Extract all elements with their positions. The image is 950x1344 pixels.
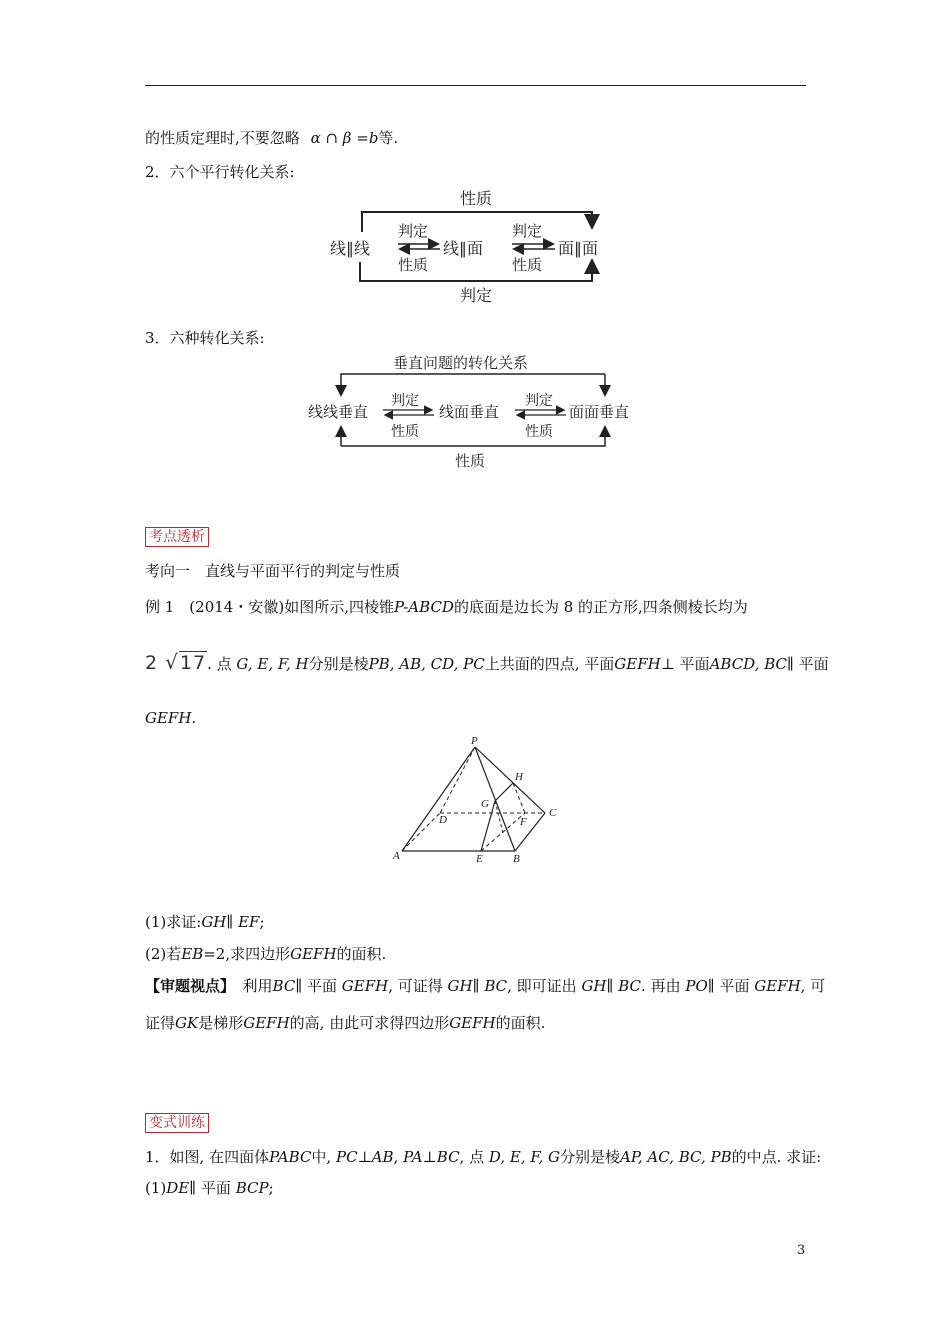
diagram2-node3: 面面垂直 — [569, 403, 630, 421]
perpendicular-relations-diagram — [305, 350, 650, 475]
math-var: GH — [201, 913, 227, 931]
example-line-2 — [145, 652, 829, 674]
math-var: GEFH — [243, 1014, 290, 1032]
text: (1) — [145, 1179, 167, 1197]
analysis-line-2 — [145, 1013, 545, 1033]
math-expr: α ∩ β = — [310, 129, 369, 147]
label-H: H — [515, 771, 523, 783]
arrow1-top-label: 判定 — [391, 393, 419, 409]
parallel-relations-diagram — [320, 184, 640, 309]
label-E: E — [476, 853, 483, 865]
top-bracket — [362, 212, 592, 232]
subsection-title: 考向一 直线与平面平行的判定与性质 — [145, 562, 401, 580]
question-1 — [145, 912, 265, 932]
text: ∥ 平面 — [189, 1179, 231, 1197]
text: . 再由 — [641, 977, 681, 995]
text: ⊥ 平面 — [660, 655, 710, 673]
math-var: GK — [175, 1014, 199, 1032]
text: 分别是棱 — [559, 1148, 620, 1166]
math-var: DE — [166, 1179, 190, 1197]
continuation-line — [145, 128, 398, 148]
math-var: BC — [272, 977, 296, 995]
exercise-line-2 — [145, 1178, 274, 1198]
math-var: D, E, F, G — [488, 1148, 560, 1166]
example-line-3: GEFH. — [145, 709, 197, 727]
text: , 可 — [800, 977, 826, 995]
sqrt-radicand: 17 — [179, 652, 207, 674]
header-rule — [145, 85, 806, 86]
math-var: GH — [581, 977, 607, 995]
arrow2-bottom-label: 性质 — [512, 256, 543, 274]
diagram1-top-label: 性质 — [460, 189, 493, 208]
diagram1-bottom-label: 判定 — [460, 286, 493, 305]
text: , 即可证出 — [507, 977, 577, 995]
arrow1-bottom-label: 性质 — [391, 424, 419, 440]
math-var: BC — [484, 977, 508, 995]
text: 的底面是边长为 8 的正方形,四条侧棱长均为 — [453, 598, 748, 616]
label-F: F — [520, 816, 527, 828]
text: . 点 — [207, 655, 232, 673]
text: ∥ 平面 — [786, 655, 829, 673]
math-var: PC — [335, 1148, 358, 1166]
text: 的高, 由此可求得四边形 — [289, 1014, 450, 1032]
arrow1-bottom-label: 性质 — [398, 256, 429, 274]
text: ; — [268, 1179, 274, 1197]
label-P: P — [471, 735, 478, 747]
text: ⊥ — [357, 1148, 372, 1166]
math-var: GEFH — [341, 977, 389, 995]
example-line-1 — [145, 597, 748, 617]
math-var: EF — [238, 913, 260, 931]
text: 分别是棱 — [308, 655, 369, 673]
math-var: EB — [181, 945, 204, 963]
text: ⊥ — [422, 1148, 437, 1166]
text: 证得 — [145, 1014, 176, 1032]
text: =2,求四边形 — [203, 945, 291, 963]
text: 中, — [311, 1148, 332, 1166]
diagram2-node1: 线线垂直 — [308, 403, 369, 421]
sqrt-expression: 2 √17 — [145, 650, 207, 674]
section-tag-bianshi: 变式训练 — [145, 1113, 209, 1133]
diagram1-node1: 线∥线 — [330, 239, 371, 258]
section-tag-kaodian: 考点透析 — [145, 527, 209, 547]
diagram2-top-label: 垂直问题的转化关系 — [393, 354, 529, 372]
label-C: C — [549, 807, 557, 819]
text: 利用 — [227, 977, 273, 995]
arrow1-top-label: 判定 — [398, 222, 429, 240]
text: 的面积. — [495, 1014, 546, 1032]
math-var: PO — [685, 977, 708, 995]
analysis-line-1 — [145, 976, 825, 996]
math-var: PA — [403, 1148, 423, 1166]
math-var: b — [368, 129, 379, 147]
math-var: AB — [371, 1148, 394, 1166]
page-number: 3 — [797, 1243, 806, 1258]
diagram2-node2: 线面垂直 — [439, 403, 500, 421]
question-2 — [145, 944, 386, 964]
math-var: BC — [618, 977, 642, 995]
text: ∥ — [226, 913, 234, 931]
math-var: PB, AB, CD, PC — [368, 655, 485, 673]
text: , 可证得 — [388, 977, 443, 995]
text: 等. — [378, 129, 399, 147]
text: ∥ 平面 — [295, 977, 338, 995]
arrow2-top-label: 判定 — [512, 222, 543, 240]
arrow2-bottom-label: 性质 — [525, 424, 553, 440]
item3-title: 3．六种转化关系: — [145, 329, 265, 347]
label-G: G — [481, 798, 489, 810]
text: , 点 — [459, 1148, 485, 1166]
label-A: A — [393, 850, 400, 862]
text: 的性质定理时,不要忽略 — [145, 129, 300, 147]
text: 的中点. 求证: — [731, 1148, 822, 1166]
text: ∥ 平面 — [707, 977, 750, 995]
bottom-bracket — [360, 262, 592, 281]
math-var: PABC — [269, 1148, 312, 1166]
diagram1-node3: 面∥面 — [558, 239, 599, 258]
text: 1．如图, 在四面体 — [145, 1148, 270, 1166]
math-var: ABCD, BC — [709, 655, 787, 673]
math-var: G, E, F, H — [236, 655, 309, 673]
math-var: GEFH — [449, 1014, 496, 1032]
math-var: GH — [447, 977, 473, 995]
label-B: B — [513, 853, 520, 865]
text: 例 1 (2014・安徽)如图所示,四棱锥 — [145, 598, 394, 616]
text: , — [393, 1148, 399, 1166]
text: 的面积. — [336, 945, 387, 963]
label-D: D — [439, 814, 447, 826]
math-var: BCP — [235, 1179, 269, 1197]
text: (2)若 — [145, 945, 182, 963]
text: ∥ — [606, 977, 614, 995]
exercise-line-1 — [145, 1147, 821, 1167]
math-var: BC — [436, 1148, 460, 1166]
math-var: GEFH — [754, 977, 801, 995]
item2-title: 2．六个平行转化关系: — [145, 163, 295, 181]
diagram2-bottom-label: 性质 — [455, 452, 486, 470]
text: 上共面的四点, 平面 — [484, 655, 615, 673]
math-var: GEFH — [614, 655, 661, 673]
diagram1-node2: 线∥面 — [443, 239, 484, 258]
text: ∥ — [472, 977, 480, 995]
sqrt-coef: 2 — [145, 652, 159, 674]
pyramid-figure — [385, 733, 575, 868]
arrow2-top-label: 判定 — [525, 393, 553, 409]
math-var: AP, AC, BC, PB — [620, 1148, 732, 1166]
text: (1)求证: — [145, 913, 202, 931]
text: 是梯形 — [198, 1014, 244, 1032]
text: ; — [259, 913, 265, 931]
math-var: GEFH — [290, 945, 337, 963]
math-var: P-ABCD — [393, 598, 454, 616]
analysis-label: 【审题视点】 — [145, 977, 228, 995]
